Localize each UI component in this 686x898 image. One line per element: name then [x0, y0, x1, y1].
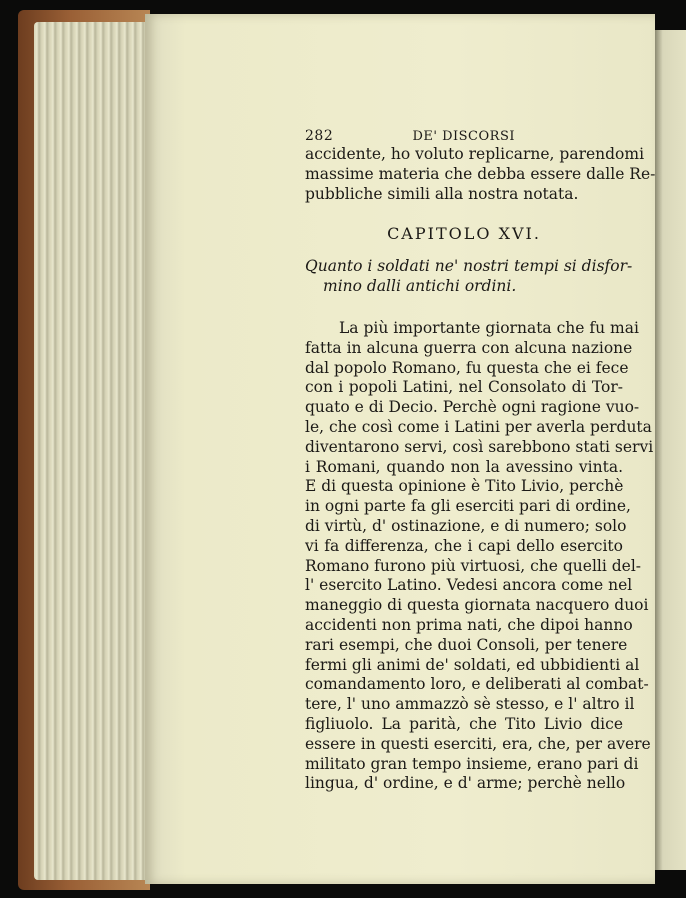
text-line: maneggio di questa giornata nacquero duoi [305, 596, 649, 615]
running-title: DE' DISCORSI [412, 129, 515, 144]
chapter-heading: CAPITOLO XVI. [387, 224, 541, 244]
chapter-subtitle [305, 257, 633, 297]
text-line: i Romani, quando non la avessino vinta. [305, 457, 623, 476]
text-line: di virtù, d' ostinazione, e di numero; solo [305, 516, 627, 535]
text-line: La più importante giornata che fu mai [339, 318, 639, 337]
subtitle-line: mino dalli antichi ordini. [323, 277, 517, 296]
text-line: figliuolo. La parità, che Tito Livio dice [305, 714, 623, 733]
text-line: essere in questi eserciti, era, che, per avere [305, 734, 651, 753]
text-line: massime materia che debba essere dalle Re- [305, 164, 656, 183]
page-edges [34, 22, 154, 880]
page-number: 282 [305, 128, 334, 144]
facing-page-edge [655, 30, 686, 870]
text-line: militato gran tempo insieme, erano pari di [305, 754, 639, 773]
text-line: diventarono servi, così sarebbono stati servi [305, 437, 654, 456]
body-paragraph [305, 318, 654, 794]
text-line: vi fa differenza, che i capi dello esercito [305, 536, 623, 555]
running-head [305, 128, 515, 145]
text-line: E di questa opinione è Tito Livio, perchè [305, 477, 624, 496]
text-line: con i popoli Latini, nel Consolato di Tor- [305, 378, 623, 397]
text-line: fatta in alcuna guerra con alcuna nazione [305, 338, 633, 357]
text-line: tere, l' uno ammazzò sè stesso, e l' altro il [305, 695, 635, 714]
text-line: in ogni parte fa gli eserciti pari di ordine, [305, 497, 631, 516]
text-line: l' esercito Latino. Vedesi ancora come nel [305, 576, 633, 595]
page-text [305, 128, 656, 794]
text-line: Romano furono più virtuosi, che quelli del- [305, 556, 642, 575]
text-line: fermi gli animi de' soldati, ed ubbidienti al [305, 655, 640, 674]
text-line: comandamento loro, e deliberati al combat- [305, 675, 649, 694]
text-line: accidenti non prima nati, che dipoi hanno [305, 615, 633, 634]
text-line: dal popolo Romano, fu questa che ei fece [305, 358, 629, 377]
text-line: lingua, d' ordine, e d' arme; perchè nello [305, 774, 626, 793]
text-line: accidente, ho voluto replicarne, parendomi [305, 145, 645, 163]
intro-paragraph [305, 145, 656, 204]
text-line: quato e di Decio. Perchè ogni ragione vuo- [305, 398, 640, 417]
text-line: le, che così come i Latini per averla perduta [305, 417, 652, 436]
text-line: rari esempi, che duoi Consoli, per tenere [305, 635, 628, 654]
subtitle-line: Quanto i soldati ne' nostri tempi si disfor- [305, 257, 633, 276]
text-line: pubbliche simili alla nostra notata. [305, 184, 579, 203]
